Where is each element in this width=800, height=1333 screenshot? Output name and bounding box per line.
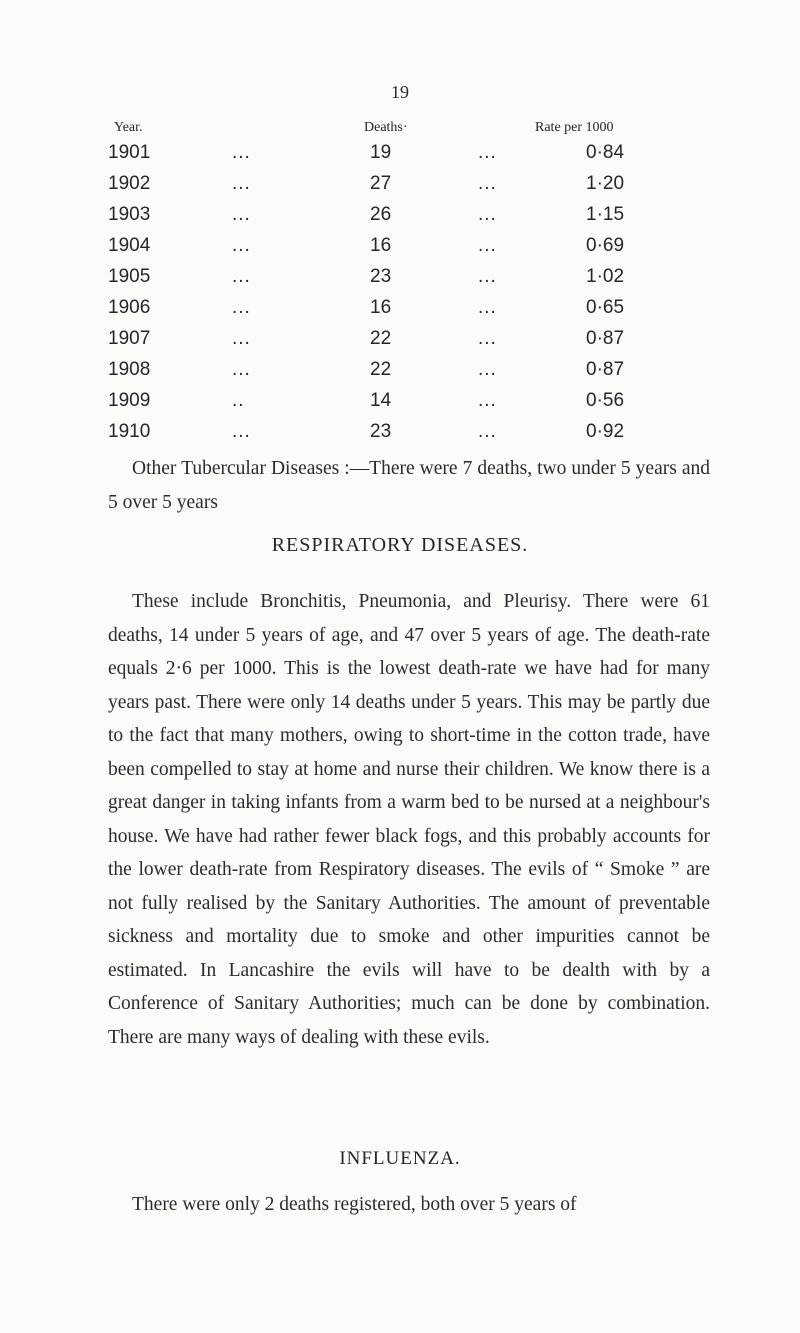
deaths-cell: 26 — [370, 204, 392, 225]
deaths-table — [108, 120, 708, 452]
leader-dots: ... — [478, 328, 497, 349]
leader-dots: ... — [478, 390, 497, 411]
year-cell: 1902 — [108, 173, 151, 194]
leader-dots: ... — [478, 266, 497, 287]
table-row — [108, 359, 708, 390]
year-cell: 1907 — [108, 328, 151, 349]
deaths-cell: 22 — [370, 359, 392, 380]
rate-cell: 1·02 — [586, 266, 625, 287]
year-cell: 1905 — [108, 266, 151, 287]
year-cell: 1908 — [108, 359, 151, 380]
table-body — [108, 142, 708, 452]
leader-dots: ... — [232, 266, 251, 287]
influenza-paragraph: There were only 2 deaths registered, both over 5 years of — [132, 1194, 577, 1215]
rate-cell: 0·69 — [586, 235, 625, 256]
rate-cell: 0·84 — [586, 142, 625, 163]
deaths-cell: 16 — [370, 235, 392, 256]
leader-dots: ... — [478, 297, 497, 318]
respiratory-heading: RESPIRATORY DISEASES. — [271, 534, 529, 556]
rate-cell: 0·65 — [586, 297, 625, 318]
table-row — [108, 235, 708, 266]
leader-dots: ... — [478, 235, 497, 256]
rate-cell: 0·87 — [586, 328, 625, 349]
leader-dots: ... — [478, 173, 497, 194]
rate-cell: 0·56 — [586, 390, 625, 411]
table-row — [108, 297, 708, 328]
deaths-cell: 14 — [370, 390, 392, 411]
rate-cell: 0·87 — [586, 359, 625, 380]
leader-dots: ... — [232, 204, 251, 225]
header-deaths: Deaths· — [364, 120, 408, 135]
rate-cell: 1·15 — [586, 204, 625, 225]
page-number: 19 — [391, 82, 409, 102]
leader-dots: ... — [478, 142, 497, 163]
table-row — [108, 390, 708, 421]
table-header — [108, 120, 708, 142]
year-cell: 1903 — [108, 204, 151, 225]
table-row — [108, 421, 708, 452]
leader-dots: ... — [478, 359, 497, 380]
respiratory-paragraph: These include Bronchitis, Pneumonia, and Pleurisy. There were 61 deaths, 14 under 5 years of age, and 47 over 5 years of age. The death-rate equals 2·6 per 1000. This is the lowest death-rate we have had for many years past. There were only 14 deaths under 5 years. This may be partly due to the fact that many mothers, owing to short-time in the cotton trade, have been compelled to stay at home and nurse their children. We know there is a great danger in taking infants from a warm bed to be nursed at a neighbour's house. We have had rather fewer black fogs, and this probably accounts for the lower death-rate from Respiratory diseases. The evils of “ Smoke ” are not fully realised by the Sanitary Authorities. The amount of preventable sickness and mortality due to smoke and other impurities cannot be estimated. In Lancashire the evils will have to be dealth with by a Conference of Sanitary Authorities; much can be done by combination. There are many ways of dealing with these evils. — [108, 591, 710, 1048]
table-row — [108, 204, 708, 235]
deaths-cell: 27 — [370, 173, 392, 194]
deaths-cell: 23 — [370, 421, 392, 442]
header-rate: Rate per 1000 — [535, 120, 614, 135]
rate-cell: 0·92 — [586, 421, 625, 442]
rate-cell: 1·20 — [586, 173, 625, 194]
leader-dots: ... — [478, 204, 497, 225]
table-row — [108, 328, 708, 359]
influenza-heading: INFLUENZA. — [339, 1148, 461, 1169]
deaths-cell: 22 — [370, 328, 392, 349]
deaths-cell: 23 — [370, 266, 392, 287]
table-row — [108, 173, 708, 204]
year-cell: 1910 — [108, 421, 151, 442]
year-cell: 1906 — [108, 297, 151, 318]
leader-dots: ... — [478, 421, 497, 442]
leader-dots: .. — [232, 390, 245, 411]
table-row — [108, 142, 708, 173]
deaths-cell: 19 — [370, 142, 392, 163]
year-cell: 1904 — [108, 235, 151, 256]
leader-dots: ... — [232, 421, 251, 442]
leader-dots: ... — [232, 142, 251, 163]
year-cell: 1901 — [108, 142, 151, 163]
header-year: Year. — [114, 120, 143, 135]
leader-dots: ... — [232, 328, 251, 349]
leader-dots: ... — [232, 173, 251, 194]
year-cell: 1909 — [108, 390, 151, 411]
deaths-cell: 16 — [370, 297, 392, 318]
table-row — [108, 266, 708, 297]
other-tubercular-paragraph: Other Tubercular Diseases :—There were 7 deaths, two under 5 years and 5 over 5 years — [108, 458, 710, 513]
leader-dots: ... — [232, 359, 251, 380]
leader-dots: ... — [232, 297, 251, 318]
leader-dots: ... — [232, 235, 251, 256]
